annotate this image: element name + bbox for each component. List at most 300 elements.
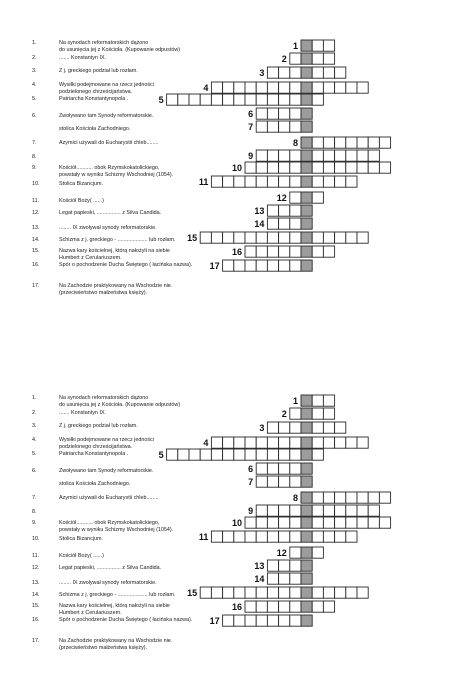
key-cell[interactable] (301, 260, 312, 271)
answer-cell[interactable] (267, 463, 278, 474)
answer-cell[interactable] (245, 437, 256, 448)
key-cell[interactable] (301, 422, 312, 433)
answer-cell[interactable] (323, 82, 334, 93)
answer-cell[interactable] (312, 232, 323, 243)
answer-cell[interactable] (256, 260, 267, 271)
answer-cell[interactable] (267, 121, 278, 132)
answer-cell[interactable] (323, 422, 334, 433)
row-number: 16 (231, 601, 242, 612)
answer-cell[interactable] (335, 587, 346, 598)
answer-cell[interactable] (200, 587, 211, 598)
answer-cell[interactable] (379, 162, 390, 173)
answer-cell[interactable] (256, 449, 267, 460)
answer-cell[interactable] (279, 601, 290, 612)
answer-cell[interactable] (223, 82, 234, 93)
key-cell[interactable] (301, 218, 312, 229)
answer-cell[interactable] (323, 162, 334, 173)
answer-cell[interactable] (368, 150, 379, 161)
answer-cell[interactable] (357, 82, 368, 93)
answer-cell[interactable] (267, 560, 278, 571)
answer-cell[interactable] (256, 121, 267, 132)
grid-row-3 (259, 67, 345, 78)
answer-cell[interactable] (290, 422, 301, 433)
answer-cell[interactable] (335, 162, 346, 173)
answer-cell[interactable] (335, 67, 346, 78)
answer-cell[interactable] (267, 615, 278, 626)
answer-cell[interactable] (178, 449, 189, 460)
answer-cell[interactable] (323, 587, 334, 598)
answer-cell[interactable] (379, 137, 390, 148)
answer-cell[interactable] (279, 560, 290, 571)
answer-cell[interactable] (267, 601, 278, 612)
answer-cell[interactable] (211, 437, 222, 448)
answer-cell[interactable] (290, 246, 301, 257)
key-cell[interactable] (301, 560, 312, 571)
answer-cell[interactable] (167, 94, 178, 105)
answer-cell[interactable] (279, 205, 290, 216)
answer-cell[interactable] (279, 121, 290, 132)
answer-cell[interactable] (290, 176, 301, 187)
answer-cell[interactable] (200, 94, 211, 105)
answer-cell[interactable] (256, 162, 267, 173)
answer-cell[interactable] (245, 176, 256, 187)
answer-cell[interactable] (245, 601, 256, 612)
key-cell[interactable] (301, 192, 312, 203)
answer-cell[interactable] (346, 505, 357, 516)
answer-cell[interactable] (256, 587, 267, 598)
answer-cell[interactable] (256, 246, 267, 257)
key-cell[interactable] (301, 246, 312, 257)
answer-cell[interactable] (223, 531, 234, 542)
answer-cell[interactable] (211, 232, 222, 243)
clue-number: 10. (32, 536, 40, 542)
answer-cell[interactable] (245, 615, 256, 626)
answer-cell[interactable] (279, 476, 290, 487)
answer-cell[interactable] (279, 422, 290, 433)
answer-cell[interactable] (267, 94, 278, 105)
answer-cell[interactable] (357, 162, 368, 173)
key-cell[interactable] (301, 615, 312, 626)
answer-cell[interactable] (290, 205, 301, 216)
answer-cell[interactable] (368, 137, 379, 148)
answer-cell[interactable] (290, 587, 301, 598)
answer-cell[interactable] (279, 108, 290, 119)
answer-cell[interactable] (346, 137, 357, 148)
answer-cell[interactable] (279, 82, 290, 93)
answer-cell[interactable] (245, 82, 256, 93)
answer-cell[interactable] (267, 587, 278, 598)
answer-cell[interactable] (290, 53, 301, 64)
answer-cell[interactable] (357, 437, 368, 448)
answer-cell[interactable] (245, 232, 256, 243)
answer-cell[interactable] (256, 232, 267, 243)
key-cell[interactable] (301, 67, 312, 78)
answer-cell[interactable] (256, 615, 267, 626)
answer-cell[interactable] (368, 517, 379, 528)
answer-cell[interactable] (323, 176, 334, 187)
answer-cell[interactable] (256, 531, 267, 542)
answer-cell[interactable] (256, 463, 267, 474)
answer-cell[interactable] (256, 437, 267, 448)
answer-cell[interactable] (223, 94, 234, 105)
answer-cell[interactable] (312, 587, 323, 598)
answer-cell[interactable] (267, 218, 278, 229)
answer-cell[interactable] (279, 517, 290, 528)
answer-cell[interactable] (223, 260, 234, 271)
answer-cell[interactable] (290, 408, 301, 419)
clue-text: Kościół Boży( ......) (59, 198, 104, 204)
clue-number: 16. (32, 617, 40, 623)
answer-cell[interactable] (357, 137, 368, 148)
answer-cell[interactable] (335, 531, 346, 542)
answer-cell[interactable] (256, 517, 267, 528)
answer-cell[interactable] (234, 94, 245, 105)
key-cell[interactable] (301, 232, 312, 243)
key-cell[interactable] (301, 108, 312, 119)
answer-cell[interactable] (211, 176, 222, 187)
answer-cell[interactable] (312, 437, 323, 448)
answer-cell[interactable] (290, 150, 301, 161)
answer-cell[interactable] (267, 422, 278, 433)
answer-cell[interactable] (346, 232, 357, 243)
answer-cell[interactable] (335, 505, 346, 516)
answer-cell[interactable] (267, 176, 278, 187)
answer-cell[interactable] (323, 67, 334, 78)
answer-cell[interactable] (234, 587, 245, 598)
answer-cell[interactable] (346, 437, 357, 448)
answer-cell[interactable] (312, 53, 323, 64)
answer-cell[interactable] (323, 40, 334, 51)
key-cell[interactable] (301, 162, 312, 173)
answer-cell[interactable] (279, 218, 290, 229)
clue-number: 11. (32, 553, 40, 559)
answer-cell[interactable] (234, 437, 245, 448)
answer-cell[interactable] (245, 260, 256, 271)
answer-cell[interactable] (234, 260, 245, 271)
answer-cell[interactable] (323, 395, 334, 406)
answer-cell[interactable] (256, 150, 267, 161)
key-cell[interactable] (301, 573, 312, 584)
answer-cell[interactable] (234, 531, 245, 542)
answer-cell[interactable] (290, 531, 301, 542)
row-number: 6 (248, 108, 254, 119)
answer-cell[interactable] (323, 517, 334, 528)
key-cell[interactable] (301, 408, 312, 419)
answer-cell[interactable] (335, 437, 346, 448)
answer-cell[interactable] (256, 108, 267, 119)
answer-cell[interactable] (290, 260, 301, 271)
key-cell[interactable] (301, 150, 312, 161)
answer-cell[interactable] (368, 162, 379, 173)
answer-cell[interactable] (267, 505, 278, 516)
answer-cell[interactable] (323, 601, 334, 612)
answer-cell[interactable] (312, 137, 323, 148)
answer-cell[interactable] (312, 395, 323, 406)
row-number: 11 (198, 531, 209, 542)
answer-cell[interactable] (346, 531, 357, 542)
answer-cell[interactable] (189, 449, 200, 460)
answer-cell[interactable] (279, 437, 290, 448)
answer-cell[interactable] (279, 615, 290, 626)
answer-cell[interactable] (279, 505, 290, 516)
answer-cell[interactable] (178, 94, 189, 105)
answer-cell[interactable] (267, 150, 278, 161)
answer-cell[interactable] (267, 437, 278, 448)
answer-cell[interactable] (211, 587, 222, 598)
answer-cell[interactable] (267, 67, 278, 78)
answer-cell[interactable] (245, 94, 256, 105)
key-cell[interactable] (301, 531, 312, 542)
answer-cell[interactable] (279, 94, 290, 105)
answer-cell[interactable] (234, 176, 245, 187)
answer-cell[interactable] (267, 205, 278, 216)
answer-cell[interactable] (312, 82, 323, 93)
key-cell[interactable] (301, 205, 312, 216)
answer-cell[interactable] (200, 449, 211, 460)
answer-cell[interactable] (346, 587, 357, 598)
answer-cell[interactable] (290, 505, 301, 516)
answer-cell[interactable] (245, 587, 256, 598)
answer-cell[interactable] (223, 176, 234, 187)
answer-cell[interactable] (234, 615, 245, 626)
key-cell[interactable] (301, 40, 312, 51)
key-cell[interactable] (301, 476, 312, 487)
answer-cell[interactable] (323, 53, 334, 64)
answer-cell[interactable] (346, 517, 357, 528)
answer-cell[interactable] (267, 517, 278, 528)
answer-cell[interactable] (279, 260, 290, 271)
answer-cell[interactable] (256, 82, 267, 93)
answer-cell[interactable] (312, 162, 323, 173)
answer-cell[interactable] (279, 150, 290, 161)
answer-cell[interactable] (357, 232, 368, 243)
answer-cell[interactable] (267, 260, 278, 271)
answer-cell[interactable] (312, 531, 323, 542)
answer-cell[interactable] (279, 246, 290, 257)
answer-cell[interactable] (346, 162, 357, 173)
row-number: 2 (281, 53, 287, 64)
crossword-sheet-bottom (0, 355, 474, 695)
answer-cell[interactable] (335, 82, 346, 93)
key-cell[interactable] (301, 587, 312, 598)
answer-cell[interactable] (312, 246, 323, 257)
answer-cell[interactable] (290, 547, 301, 558)
answer-cell[interactable] (256, 476, 267, 487)
answer-cell[interactable] (335, 232, 346, 243)
answer-cell[interactable] (200, 232, 211, 243)
key-cell[interactable] (301, 492, 312, 503)
grid-row-5 (159, 449, 324, 460)
answer-cell[interactable] (267, 232, 278, 243)
key-cell[interactable] (301, 601, 312, 612)
answer-cell[interactable] (335, 517, 346, 528)
row-number: 9 (248, 150, 254, 161)
answer-cell[interactable] (335, 176, 346, 187)
grid-row-12 (277, 192, 324, 203)
answer-cell[interactable] (245, 517, 256, 528)
answer-cell[interactable] (335, 422, 346, 433)
answer-cell[interactable] (267, 162, 278, 173)
key-cell[interactable] (301, 94, 312, 105)
answer-cell[interactable] (312, 547, 323, 558)
clue-number: 8. (32, 154, 37, 160)
answer-cell[interactable] (335, 150, 346, 161)
answer-cell[interactable] (312, 449, 323, 460)
answer-cell[interactable] (256, 505, 267, 516)
answer-cell[interactable] (279, 531, 290, 542)
answer-cell[interactable] (267, 82, 278, 93)
answer-cell[interactable] (312, 94, 323, 105)
answer-cell[interactable] (256, 94, 267, 105)
clue-text: stolica Kościoła Zachodniego. (59, 481, 131, 487)
answer-cell[interactable] (290, 192, 301, 203)
answer-cell[interactable] (346, 492, 357, 503)
answer-cell[interactable] (234, 82, 245, 93)
answer-cell[interactable] (323, 408, 334, 419)
answer-cell[interactable] (290, 218, 301, 229)
answer-cell[interactable] (290, 232, 301, 243)
answer-cell[interactable] (290, 573, 301, 584)
answer-cell[interactable] (245, 449, 256, 460)
answer-cell[interactable] (312, 150, 323, 161)
answer-cell[interactable] (368, 492, 379, 503)
key-cell[interactable] (301, 463, 312, 474)
answer-cell[interactable] (189, 94, 200, 105)
answer-cell[interactable] (323, 150, 334, 161)
answer-cell[interactable] (323, 492, 334, 503)
answer-cell[interactable] (279, 449, 290, 460)
answer-cell[interactable] (290, 437, 301, 448)
row-number: 4 (203, 82, 209, 93)
key-cell[interactable] (301, 547, 312, 558)
answer-cell[interactable] (290, 476, 301, 487)
key-cell[interactable] (301, 517, 312, 528)
answer-cell[interactable] (267, 531, 278, 542)
answer-cell[interactable] (357, 587, 368, 598)
key-cell[interactable] (301, 176, 312, 187)
answer-cell[interactable] (290, 121, 301, 132)
answer-cell[interactable] (346, 176, 357, 187)
answer-cell[interactable] (290, 517, 301, 528)
key-cell[interactable] (301, 121, 312, 132)
answer-cell[interactable] (290, 82, 301, 93)
answer-cell[interactable] (312, 505, 323, 516)
answer-cell[interactable] (312, 517, 323, 528)
clue-number: 2. (32, 410, 37, 416)
answer-cell[interactable] (245, 162, 256, 173)
answer-cell[interactable] (357, 517, 368, 528)
key-cell[interactable] (301, 82, 312, 93)
answer-cell[interactable] (357, 505, 368, 516)
answer-cell[interactable] (211, 449, 222, 460)
answer-cell[interactable] (279, 463, 290, 474)
row-number: 3 (259, 422, 265, 433)
answer-cell[interactable] (223, 449, 234, 460)
key-cell[interactable] (301, 449, 312, 460)
answer-cell[interactable] (211, 94, 222, 105)
answer-cell[interactable] (223, 587, 234, 598)
answer-cell[interactable] (323, 137, 334, 148)
answer-cell[interactable] (379, 517, 390, 528)
answer-cell[interactable] (323, 246, 334, 257)
key-cell[interactable] (301, 53, 312, 64)
answer-cell[interactable] (223, 232, 234, 243)
answer-cell[interactable] (256, 176, 267, 187)
answer-cell[interactable] (256, 601, 267, 612)
answer-cell[interactable] (245, 246, 256, 257)
answer-cell[interactable] (167, 449, 178, 460)
answer-cell[interactable] (335, 137, 346, 148)
answer-cell[interactable] (290, 67, 301, 78)
answer-cell[interactable] (290, 560, 301, 571)
key-cell[interactable] (301, 395, 312, 406)
clue-text: Patriarcha Konstantynopola . (59, 96, 129, 102)
answer-cell[interactable] (346, 82, 357, 93)
answer-cell[interactable] (323, 437, 334, 448)
answer-cell[interactable] (234, 449, 245, 460)
answer-cell[interactable] (335, 492, 346, 503)
answer-cell[interactable] (245, 531, 256, 542)
answer-cell[interactable] (279, 67, 290, 78)
answer-cell[interactable] (290, 94, 301, 105)
answer-cell[interactable] (267, 573, 278, 584)
answer-cell[interactable] (290, 463, 301, 474)
answer-cell[interactable] (312, 408, 323, 419)
answer-cell[interactable] (267, 449, 278, 460)
answer-cell[interactable] (279, 587, 290, 598)
answer-cell[interactable] (368, 505, 379, 516)
answer-cell[interactable] (312, 422, 323, 433)
clue-number: 9. (32, 165, 37, 171)
answer-cell[interactable] (279, 232, 290, 243)
key-cell[interactable] (301, 137, 312, 148)
clue-text: (przeciwieństwo małżeństwa księży). (59, 645, 148, 651)
answer-cell[interactable] (290, 162, 301, 173)
answer-cell[interactable] (223, 615, 234, 626)
answer-cell[interactable] (279, 573, 290, 584)
answer-cell[interactable] (290, 108, 301, 119)
answer-cell[interactable] (312, 176, 323, 187)
answer-cell[interactable] (312, 192, 323, 203)
answer-cell[interactable] (234, 232, 245, 243)
key-cell[interactable] (301, 437, 312, 448)
answer-cell[interactable] (312, 40, 323, 51)
answer-cell[interactable] (211, 82, 222, 93)
key-cell[interactable] (301, 505, 312, 516)
answer-cell[interactable] (312, 601, 323, 612)
clue-text: ....... Konstantyn IX. (59, 410, 107, 416)
answer-cell[interactable] (346, 150, 357, 161)
answer-cell[interactable] (323, 232, 334, 243)
answer-cell[interactable] (290, 449, 301, 460)
answer-cell[interactable] (323, 531, 334, 542)
answer-cell[interactable] (379, 492, 390, 503)
answer-cell[interactable] (312, 67, 323, 78)
answer-cell[interactable] (211, 531, 222, 542)
answer-cell[interactable] (279, 162, 290, 173)
answer-cell[interactable] (267, 246, 278, 257)
answer-cell[interactable] (312, 492, 323, 503)
answer-cell[interactable] (357, 150, 368, 161)
answer-cell[interactable] (267, 108, 278, 119)
answer-cell[interactable] (290, 615, 301, 626)
answer-cell[interactable] (357, 492, 368, 503)
answer-cell[interactable] (279, 176, 290, 187)
answer-cell[interactable] (267, 476, 278, 487)
answer-cell[interactable] (223, 437, 234, 448)
answer-cell[interactable] (323, 505, 334, 516)
answer-cell[interactable] (290, 601, 301, 612)
